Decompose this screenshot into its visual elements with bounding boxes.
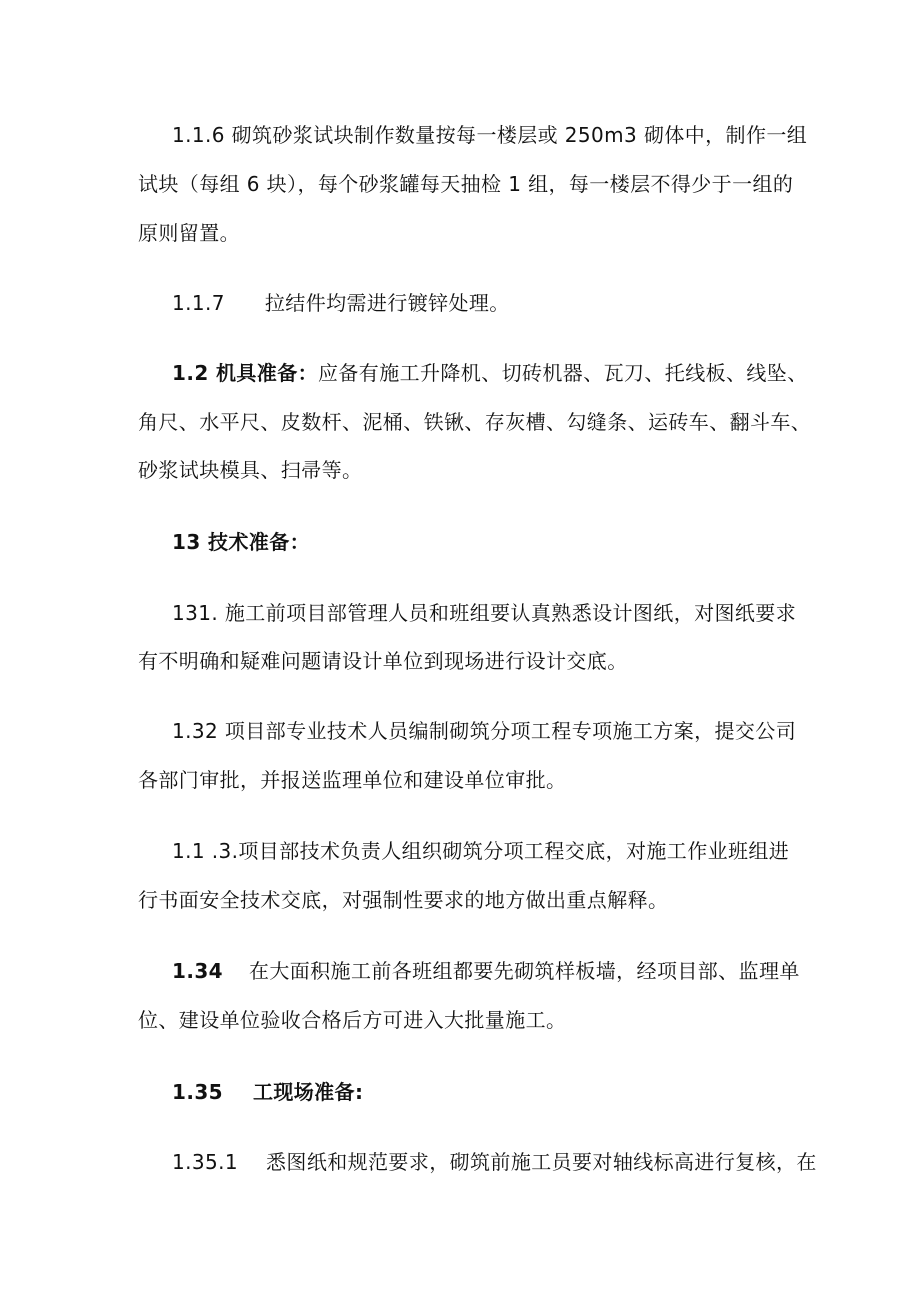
para-1-3-2-line-2: 各部门审批，并报送监理单位和建设单位审批。 <box>138 768 567 792</box>
para-1-1-6-line-3: 原则留置。 <box>138 221 240 245</box>
para-1-1-7-text: 拉结件均需进行镀锌处理。 <box>264 291 510 315</box>
para-1-1-7 <box>172 289 510 317</box>
para-1-1-6-line-2: 试块（每组 6 块），每个砂浆罐每天抽检 1 组，每一楼层不得少于一组的 <box>138 172 794 196</box>
para-1-3-1-line-2: 有不明确和疑难问题请设计单位到现场进行设计交底。 <box>138 649 628 673</box>
para-1-3-5-text: 工现场准备: <box>252 1080 364 1104</box>
para-1-2-line-1 <box>172 359 808 387</box>
para-1-3-5-1-line-1 <box>172 1148 817 1176</box>
para-1-3-3-line-1: 1.1 .3.项目部技术负责人组织砌筑分项工程交底，对施工作业班组进 <box>172 839 790 863</box>
section-heading-1-2: 1.2 机具准备： <box>172 361 318 385</box>
para-1-2-line-2: 角尺、水平尺、皮数杆、泥桶、铁锹、存灰槽、勾缝条、运砖车、翻斗车、 <box>138 410 812 434</box>
para-1-3-4-number: 1.34 <box>172 959 223 983</box>
para-1-3-4-line-2: 位、建设单位验收合格后方可进入大批量施工。 <box>138 1008 567 1032</box>
para-1-3-5-1-number: 1.35.1 <box>172 1150 239 1174</box>
para-1-3-5-1-text: 悉图纸和规范要求，砌筑前施工员要对轴线标高进行复核，在 <box>266 1150 817 1174</box>
para-1-3-5-number: 1.35 <box>172 1080 223 1104</box>
para-1-3-4-text: 在大面积施工前各班组都要先砌筑样板墙，经项目部、监理单 <box>248 959 800 983</box>
para-1-2-text: 应备有施工升降机、切砖机器、瓦刀、托线板、线坠、 <box>318 361 808 385</box>
para-1-3-4-line-1 <box>172 957 800 985</box>
para-1-1-7-number: 1.1.7 <box>172 291 225 315</box>
para-1-1-6-line-1: 1.1.6 砌筑砂浆试块制作数量按每一楼层或 250m3 砌体中，制作一组 <box>172 123 808 147</box>
para-1-3-1-line-1: 131. 施工前项目部管理人员和班组要认真熟悉设计图纸，对图纸要求 <box>172 601 797 625</box>
para-1-3-3-line-2: 行书面安全技术交底，对强制性要求的地方做出重点解释。 <box>138 888 669 912</box>
section-heading-1-3-5 <box>172 1078 363 1106</box>
para-1-2-line-3: 砂浆试块模具、扫帚等。 <box>138 458 363 482</box>
section-heading-1-3: 13 技术准备： <box>172 530 310 554</box>
para-1-3-2-line-1: 1.32 项目部专业技术人员编制砌筑分项工程专项施工方案，提交公司 <box>172 719 797 743</box>
